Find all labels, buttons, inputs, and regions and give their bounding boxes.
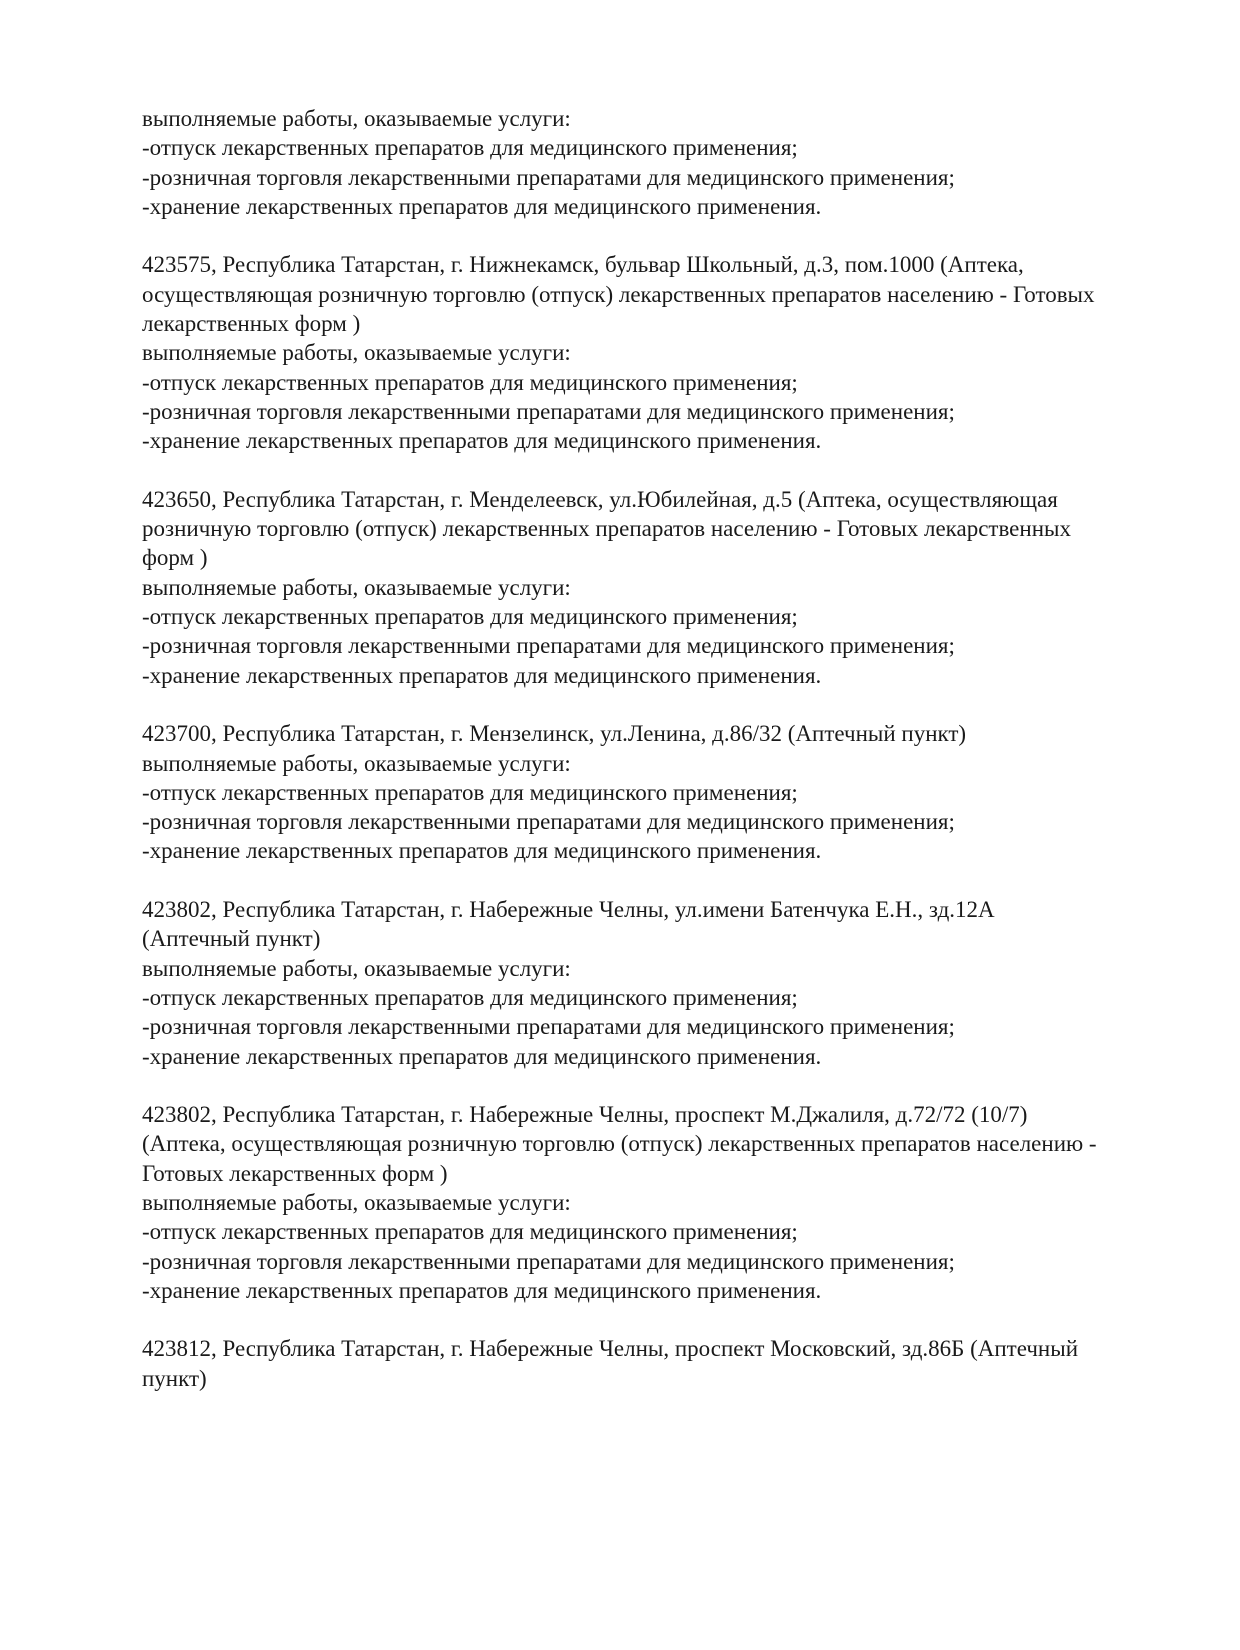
service-item: -розничная торговля лекарственными препаратами для медицинского применения; [142, 633, 955, 659]
address-line: 423575, Республика Татарстан, г. Нижнекамск, бульвар Школьный, д.3, пом.1000 (Аптека, [142, 252, 1024, 278]
services-heading: выполняемые работы, оказываемые услуги: [142, 955, 571, 981]
address-line: 423650, Республика Татарстан, г. Менделеевск, ул.Юбилейная, д.5 (Аптека, осуществляющая [142, 486, 1058, 512]
address-line: розничную торговлю (отпуск) лекарственных препаратов населению - Готовых лекарственных [142, 516, 1071, 542]
service-item: -розничная торговля лекарственными препаратами для медицинского применения; [142, 398, 955, 424]
service-item: -отпуск лекарственных препаратов для медицинского применения; [142, 604, 798, 630]
service-item: -хранение лекарственных препаратов для медицинского применения. [142, 1043, 822, 1069]
service-item: -отпуск лекарственных препаратов для медицинского применения; [142, 369, 798, 395]
service-item: -отпуск лекарственных препаратов для медицинского применения; [142, 135, 798, 161]
entry-chelny-batenchuka [142, 895, 1162, 1071]
services-heading: выполняемые работы, оказываемые услуги: [142, 750, 571, 776]
service-item: -отпуск лекарственных препаратов для медицинского применения; [142, 984, 798, 1010]
entry-nizhnekamsk [142, 250, 1162, 455]
address-line: пункт) [142, 1365, 207, 1391]
service-item: -хранение лекарственных препаратов для медицинского применения. [142, 193, 822, 219]
address-line: (Аптека, осуществляющая розничную торговлю (отпуск) лекарственных препаратов населению - [142, 1131, 1097, 1157]
entry-menzelinsk [142, 719, 1162, 865]
address-line: осуществляющая розничную торговлю (отпуск) лекарственных препаратов населению - Готовых [142, 281, 1095, 307]
service-item: -розничная торговля лекарственными препаратами для медицинского применения; [142, 164, 955, 190]
document-body [142, 104, 1162, 1393]
entry-chelny-dzhalilya [142, 1100, 1162, 1305]
service-item: -хранение лекарственных препаратов для медицинского применения. [142, 1277, 822, 1303]
services-heading: выполняемые работы, оказываемые услуги: [142, 106, 571, 131]
address-line: 423802, Республика Татарстан, г. Набережные Челны, ул.имени Батенчука Е.Н., зд.12А [142, 897, 995, 923]
address-line: 423700, Республика Татарстан, г. Мензелинск, ул.Ленина, д.86/32 (Аптечный пункт) [142, 721, 967, 747]
services-heading: выполняемые работы, оказываемые услуги: [142, 340, 571, 366]
entry-chelny-moskovsky [142, 1334, 1162, 1393]
address-line: (Аптечный пункт) [142, 926, 321, 952]
service-item: -розничная торговля лекарственными препаратами для медицинского применения; [142, 1248, 955, 1274]
address-line: 423812, Республика Татарстан, г. Набережные Челны, проспект Московский, зд.86Б (Аптечный [142, 1336, 1079, 1362]
service-item: -хранение лекарственных препаратов для медицинского применения. [142, 838, 822, 864]
service-item: -хранение лекарственных препаратов для медицинского применения. [142, 662, 822, 688]
services-heading: выполняемые работы, оказываемые услуги: [142, 574, 571, 600]
address-line: форм ) [142, 545, 208, 571]
address-line: Готовых лекарственных форм ) [142, 1160, 448, 1186]
service-item: -отпуск лекарственных препаратов для медицинского применения; [142, 779, 798, 805]
services-heading: выполняемые работы, оказываемые услуги: [142, 1189, 571, 1215]
service-item: -розничная торговля лекарственными препаратами для медицинского применения; [142, 809, 955, 835]
service-item: -отпуск лекарственных препаратов для медицинского применения; [142, 1219, 798, 1245]
address-line: 423802, Республика Татарстан, г. Набережные Челны, проспект М.Джалиля, д.72/72 (10/7) [142, 1102, 1028, 1128]
service-item: -хранение лекарственных препаратов для медицинского применения. [142, 428, 822, 454]
address-line: лекарственных форм ) [142, 311, 361, 337]
service-item: -розничная торговля лекарственными препаратами для медицинского применения; [142, 1014, 955, 1040]
entry-mendeleevsk [142, 485, 1162, 690]
entry-services-continuation [142, 104, 1162, 221]
